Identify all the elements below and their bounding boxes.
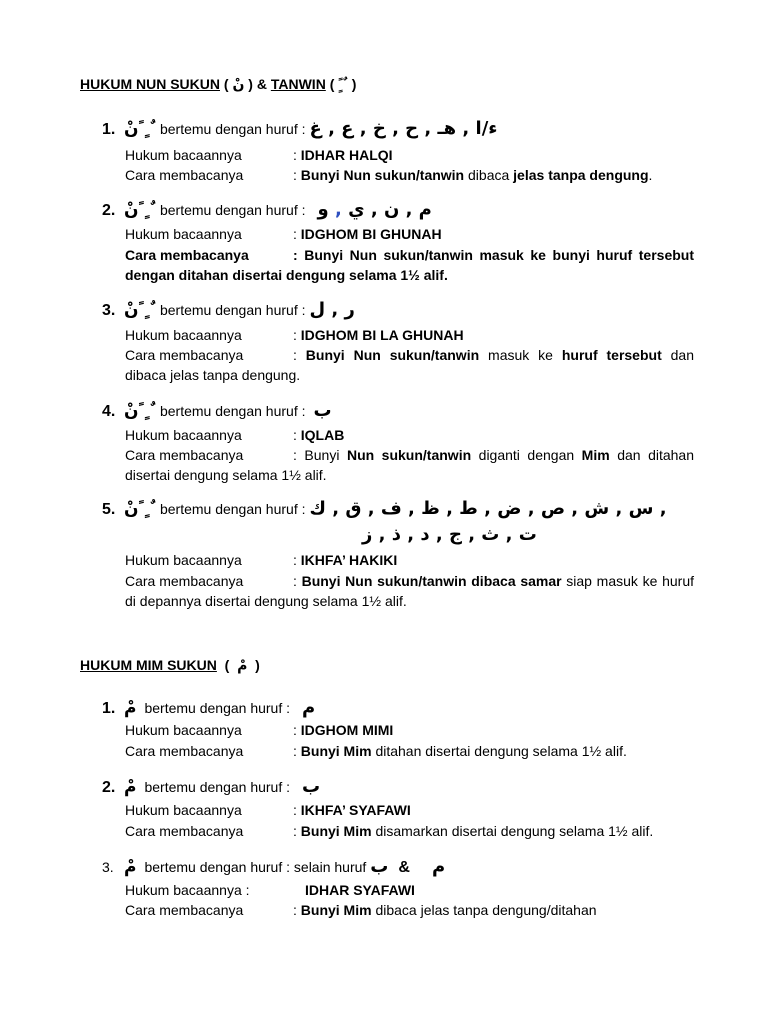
cara-label: Cara membacanya: [125, 823, 244, 839]
hukum-row: Hukum bacaannya : IDGHOM BI LA GHUNAH: [125, 327, 464, 343]
item-number: 2.: [102, 779, 116, 796]
cara-text: dan ditahan disertai dengung selama 1½ alif.: [125, 447, 694, 483]
cara-bold: Mim: [581, 447, 610, 463]
cara-row: [125, 245, 694, 285]
tanwin-title-paren: (: [325, 76, 339, 92]
meet-text: bertemu dengan huruf :: [159, 202, 306, 218]
hukum-value: IDGHOM BI LA GHUNAH: [300, 327, 464, 343]
tanwin-title-text: TANWIN: [270, 76, 326, 92]
nun-item-4: [102, 400, 702, 421]
item-number: 1.: [102, 700, 116, 717]
cara-row: Cara membacanya : Bunyi Mim ditahan disertai dengung selama 1½ alif.: [125, 743, 627, 759]
cara-text: disamarkan disertai dengung selama 1½ alif.: [371, 823, 654, 839]
hukum-label: Hukum bacaannya: [125, 722, 242, 738]
tanwin-title-close: ): [347, 76, 357, 92]
mim-item-3: [102, 856, 702, 877]
meet-text: bertemu dengan huruf :: [159, 501, 306, 517]
nun-item-1: [102, 118, 702, 139]
mim-title-text: HUKUM MIM SUKUN: [80, 657, 217, 673]
cara-row: Cara membacanya : Bunyi Nun sukun/tanwin diganti dengan Mim dan ditahan disertai dengung selama 1½ alif.: [125, 447, 694, 483]
arabic-letters-line2: ت , ث , ج , د , ذ , ز: [362, 524, 537, 545]
nun-item-2: [102, 199, 702, 220]
cara-label: Cara membacanya: [125, 247, 249, 263]
hukum-label: Hukum bacaannya: [125, 427, 242, 443]
hukum-row: Hukum bacaannya : IDGHOM BI GHUNAH: [125, 226, 442, 242]
hukum-value: IDGHOM BI GHUNAH: [300, 226, 442, 242]
cara-text: dibaca: [464, 167, 514, 183]
nun-tanwin-symbol: نْ ً ٍ ٌ: [124, 119, 156, 139]
cara-row: Cara membacanya : Bunyi Mim dibaca jelas tanpa dengung/ditahan: [125, 902, 597, 918]
mim-item-2: [102, 776, 702, 797]
hukum-row: Hukum bacaannya : IKHFA’ SYAFAWI: [125, 802, 411, 818]
mim-section-title: [80, 657, 260, 674]
nun-tanwin-symbol: نْ ً ٍ ٌ: [124, 499, 156, 519]
cara-row: Cara membacanya : Bunyi Nun sukun/tanwin dibaca jelas tanpa dengung.: [125, 167, 653, 183]
mim-item-1: [102, 697, 702, 718]
mim-symbol: مْ: [124, 777, 137, 797]
arabic-letter-ba: ب: [370, 856, 389, 877]
hukum-label: Hukum bacaannya: [125, 552, 242, 568]
cara-bold: Bunyi Mim: [300, 902, 372, 918]
hukum-label: Hukum bacaannya: [125, 226, 242, 242]
hukum-label: Hukum bacaannya :: [125, 882, 250, 898]
cara-row: Cara membacanya : Bunyi Nun sukun/tanwin masuk ke huruf tersebut dan dibaca jelas tanpa dengung.: [125, 347, 695, 383]
cara-label: Cara membacanya: [125, 743, 244, 759]
arabic-letters-b: و: [317, 199, 335, 220]
meet-text: bertemu dengan huruf :: [159, 302, 306, 318]
cara-text: diganti dengan: [471, 447, 582, 463]
blue-comma: ,: [334, 199, 342, 220]
hukum-value: IKHFA’ HAKIKI: [300, 552, 398, 568]
nun-tanwin-symbol: نْ ً ٍ ٌ: [124, 200, 156, 220]
nun-section-title: [80, 76, 356, 93]
cara-text: masuk ke: [479, 347, 562, 363]
cara-row: Cara membacanya : Bunyi Nun sukun/tanwin dibaca samar siap masuk ke huruf di depannya disertai dengung selama 1½ alif.: [125, 573, 695, 609]
nun-title-paren: (: [220, 76, 233, 92]
item-number: 2.: [102, 202, 116, 219]
mim-title-paren: (: [216, 657, 238, 673]
cara-bold: Bunyi Nun sukun/tanwin: [305, 347, 480, 363]
arabic-letters-line1: س , ش , ص , ض , ط , ظ , ف , ق , ك ,: [309, 498, 667, 519]
cara-text: .: [648, 167, 653, 183]
tanwin-glyph: ً ٍ ٌ: [338, 77, 348, 93]
item-number: 3.: [102, 302, 116, 319]
cara-text: dibaca jelas tanpa dengung/ditahan: [371, 902, 597, 918]
hukum-label: Hukum bacaannya: [125, 802, 242, 818]
ampersand: &: [398, 859, 410, 876]
nun-tanwin-symbol: نْ ً ٍ ٌ: [124, 300, 156, 320]
cara-bold: Bunyi Mim: [300, 823, 372, 839]
cara-label: Cara membacanya: [125, 347, 244, 363]
hukum-row: Hukum bacaannya : IDGHOM MIMI: [125, 722, 394, 738]
cara-label: Cara membacanya: [125, 573, 244, 589]
cara-text: dan dibaca jelas tanpa dengung.: [125, 347, 695, 383]
hukum-value: IDHAR SYAFAWI: [305, 882, 415, 898]
arabic-letter-mim: م: [431, 856, 446, 877]
meet-text: bertemu dengan huruf :: [159, 403, 306, 419]
mim-symbol: مْ: [124, 857, 137, 877]
hukum-value: IQLAB: [300, 427, 345, 443]
meet-text: bertemu dengan huruf :: [144, 779, 291, 795]
arabic-letters-a: م , ن , ي: [341, 199, 432, 220]
mim-symbol: مْ: [124, 698, 137, 718]
nun-title-amp: ) &: [244, 76, 271, 92]
mim-title-close: ): [247, 657, 260, 673]
cara-bold: jelas tanpa dengung: [513, 167, 649, 183]
nun-item-3: [102, 299, 702, 320]
item-number: 1.: [102, 121, 116, 138]
cara-text: siap masuk ke huruf di depannya disertai dengung selama 1½ alif.: [125, 573, 695, 609]
nun-item-5: [102, 498, 702, 519]
arabic-letters: ء/ا , هـ , ح , خ , ع , غ: [309, 118, 498, 139]
cara-bold: Nun sukun/tanwin: [346, 447, 472, 463]
hukum-value: IDHAR HALQI: [300, 147, 393, 163]
cara-row: Cara membacanya : Bunyi Mim disamarkan disertai dengung selama 1½ alif.: [125, 823, 654, 839]
cara-bold: huruf tersebut: [561, 347, 662, 363]
nun-tanwin-symbol: نْ ً ٍ ٌ: [124, 401, 156, 421]
hukum-row: [125, 880, 694, 900]
item-number: 3.: [102, 859, 114, 875]
cara-label: Cara membacanya: [125, 167, 244, 183]
nun-title-text: HUKUM NUN SUKUN: [80, 76, 220, 92]
hukum-value: IKHFA’ SYAFAWI: [300, 802, 411, 818]
cara-bold: Bunyi Mim: [300, 743, 372, 759]
cara-text: Bunyi: [304, 447, 347, 463]
cara-bold: Bunyi Nun sukun/tanwin dibaca samar: [301, 573, 562, 589]
cara-bold: : Bunyi Nun sukun/tanwin masuk ke bunyi huruf tersebut dengan ditahan disertai dengung selama 1½ alif.: [125, 247, 694, 283]
hukum-row: Hukum bacaannya : IQLAB: [125, 427, 345, 443]
item-number: 4.: [102, 403, 116, 420]
cara-text: ditahan disertai dengung selama 1½ alif.: [371, 743, 627, 759]
arabic-letters: ب: [313, 400, 332, 421]
hukum-row: Hukum bacaannya : IDHAR HALQI: [125, 147, 393, 163]
arabic-letters: ر , ل: [309, 299, 355, 320]
hukum-label: Hukum bacaannya: [125, 147, 242, 163]
cara-label: Cara membacanya: [125, 902, 244, 918]
arabic-letters: ب: [302, 776, 321, 797]
meet-text: bertemu dengan huruf :: [144, 700, 291, 716]
mim-sukun-glyph: مْ: [237, 658, 248, 674]
meet-text: bertemu dengan huruf :: [159, 121, 306, 137]
nun-sukun-glyph: نْ: [232, 77, 245, 93]
nun-item-5-line2: [358, 524, 537, 545]
cara-bold: Bunyi Nun sukun/tanwin: [300, 167, 465, 183]
hukum-label: Hukum bacaannya: [125, 327, 242, 343]
hukum-value: IDGHOM MIMI: [300, 722, 394, 738]
hukum-row: Hukum bacaannya : IKHFA’ HAKIKI: [125, 552, 398, 568]
meet-text: bertemu dengan huruf : selain huruf: [144, 859, 367, 875]
item-number: 5.: [102, 501, 116, 518]
arabic-letters: م: [302, 697, 316, 718]
cara-label: Cara membacanya: [125, 447, 244, 463]
arabic-letters: [318, 199, 432, 220]
